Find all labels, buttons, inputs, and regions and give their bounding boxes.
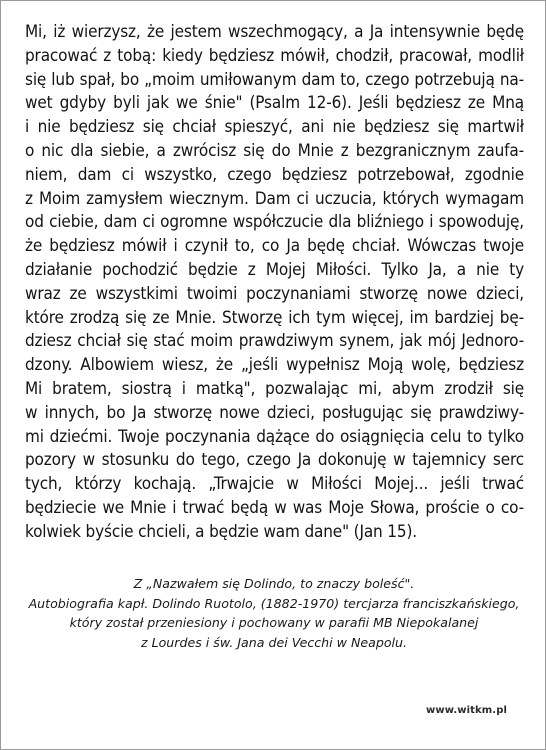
text-line: kolwiek byście chcieli, a będzie wam dane" (Jan 15).	[25, 521, 417, 542]
source-citation	[21, 574, 527, 652]
text-line: działanie pochodzić będzie z Mojej Miłości. Tylko Ja, a nie ty	[25, 259, 524, 280]
text-line: z Moim zamysłem wiecznym. Dam ci uczucia, których wymagam	[25, 188, 524, 209]
text-line: mi dziećmi. Twoje poczynania dążące do osiągnięcia celu to tylko	[25, 426, 524, 447]
text-line: od ciebie, dam ci ogromne współczucie dla bliźniego i spowoduję,	[25, 212, 524, 233]
text-line: pracować z tobą: kiedy będziesz mówił, chodził, pracował, modlił	[25, 45, 524, 66]
main-text-block	[25, 21, 524, 545]
text-line: wet gdyby byli jak we śnie" (Psalm 12-6). Jeśli będziesz ze Mną	[25, 93, 524, 114]
text-line: że będziesz mówił i czynił to, co Ja będę chciał. Wówczas twoje	[25, 236, 524, 257]
source-line: Autobiografia kapł. Dolindo Ruotolo, (1882-1970) tercjarza franciszkańskiego,	[28, 595, 520, 611]
text-line: będziecie we Mnie i trwać będą w was Moje Słowa, proście o co-	[25, 497, 524, 518]
source-line: z Lourdes i św. Jana dei Vecchi w Neapolu.	[140, 634, 408, 650]
text-line: o nic dla siebie, a zwrócisz się do Mnie z bezgranicznym zaufa-	[25, 140, 524, 161]
text-line: Mi bratem, siostrą i matką", pozwalając mi, abym zrodził się	[25, 378, 524, 399]
source-line: Z „Nazwałem się Dolindo, to znaczy boleść".	[133, 576, 415, 591]
source-line: który został przeniesiony i pochowany w parafii MB Niepokalanej	[69, 615, 479, 630]
text-line: które zrodzą się ze Mnie. Stworzę ich tym więcej, im bardziej bę-	[25, 307, 524, 328]
text-line: się lub spał, bo „moim umiłowanym dam to, czego potrzebują na-	[25, 69, 524, 90]
text-line: wraz ze wszystkimi twoimi poczynaniami stworzę nowe dzieci,	[25, 283, 524, 304]
text-line: Mi, iż wierzysz, że jestem wszechmogący, a Ja intensywnie będę	[25, 22, 524, 42]
text-line: w innych, bo Ja stworzę nowe dzieci, posługując się prawdziwy-	[25, 402, 524, 423]
text-line: niem, dam ci wszystko, czego będziesz potrzebował, zgodnie	[25, 164, 524, 185]
text-line: pozory w stosunku do tego, czego Ja dokonuję w tajemnicy serc	[25, 450, 524, 471]
text-line: i nie będziesz się chciał spieszyć, ani nie będziesz się martwił	[25, 117, 524, 138]
website-url: www.witkm.pl	[426, 705, 507, 716]
text-line: dzony. Albowiem wiesz, że „jeśli wypełnisz Moją wolę, będziesz	[25, 355, 524, 376]
text-line: tych, którzy kochają. „Trwajcie w Miłości Mojej... jeśli trwać	[25, 474, 524, 495]
text-line: dziesz chciał się stać moim prawdziwym synem, jak mój Jednoro-	[25, 331, 524, 352]
